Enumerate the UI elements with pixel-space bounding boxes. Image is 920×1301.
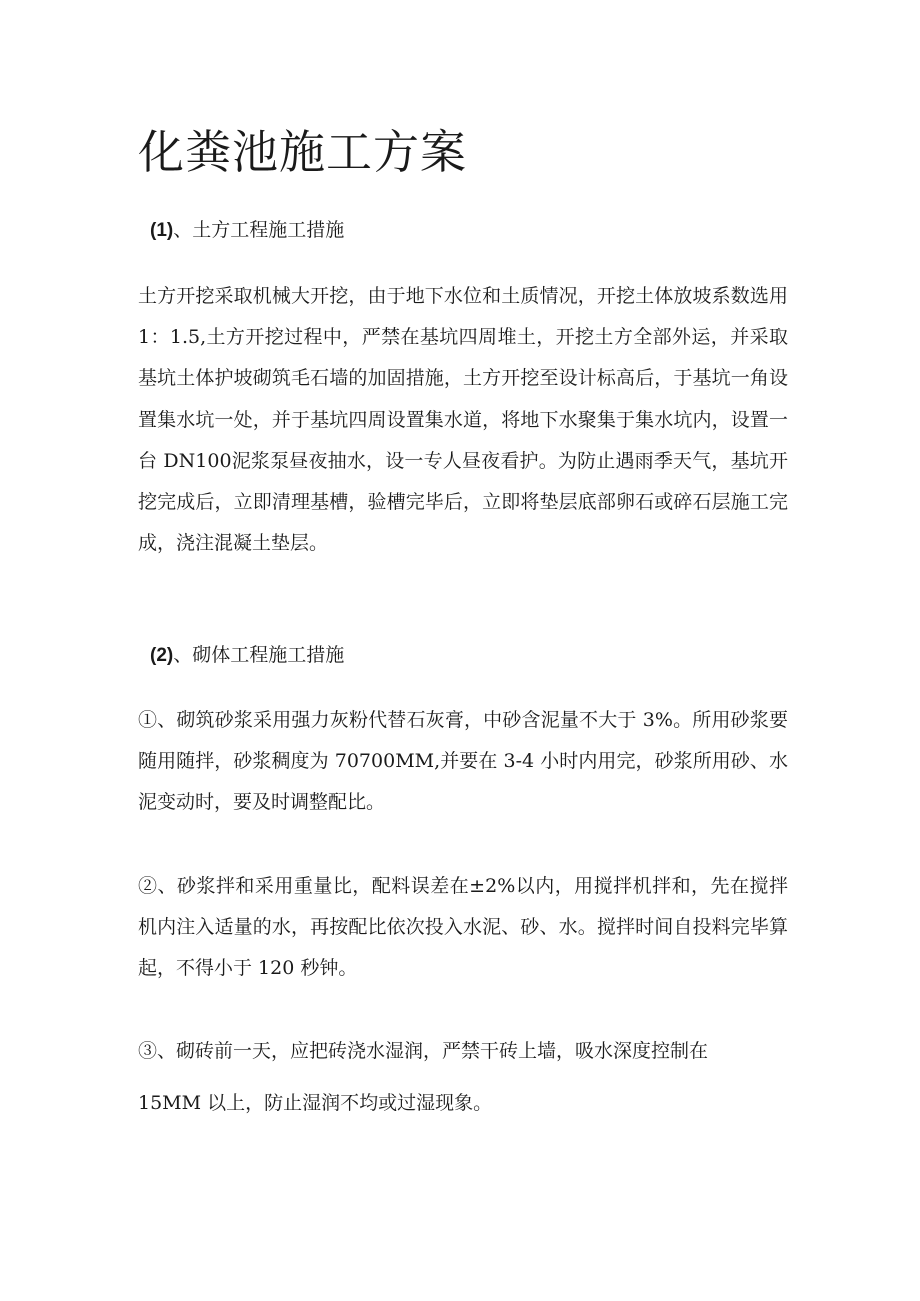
- section-2-item-1: ①、砌筑砂浆采用强力灰粉代替石灰膏，中砂含泥量不大于 3%。所用砂浆要随用随拌，砂浆稠度为 70700MM,并要在 3-4 小时内用完，砂浆所用砂、水泥变动时，要及时调整配比。: [138, 709, 788, 814]
- section-1-number: (1): [150, 220, 174, 241]
- section-1-paragraph: 土方开挖采取机械大开挖，由于地下水位和土质情况，开挖土体放坡系数选用 1：1.5,土方开挖过程中，严禁在基坑四周堆土，开挖土方全部外运，并采取基坑土体护坡砌筑毛石墙的加固措施，土方开挖至设计标高后，于基坑一角设置集水坑一处，并于基坑四周设置集水道，将地下水聚集于集水坑内，设置一台 DN100泥浆泵昼夜抽水，设一专人昼夜看护。为防止遇雨季天气，基坑开挖完成后，立即清理基槽，验槽完毕后，立即将垫层底部卵石或碎石层施工完成，浇注混凝土垫层。: [138, 285, 788, 555]
- section-2-number: (2): [150, 645, 174, 666]
- section-2-item-3-line-1: ③、砌砖前一天，应把砖浇水湿润，严禁干砖上墙，吸水深度控制在: [138, 1040, 709, 1062]
- document-title: 化粪池施工方案: [138, 125, 467, 179]
- section-1-heading-text: 、土方工程施工措施: [173, 219, 345, 241]
- section-2-heading: [150, 640, 344, 671]
- section-2-item-3-line-2: 15MM 以上，防止湿润不均或过湿现象。: [138, 1092, 493, 1114]
- section-2-item-2: ②、砂浆拌和采用重量比，配料误差在±2%以内，用搅拌机拌和，先在搅拌机内注入适量的水，再按配比依次投入水泥、砂、水。搅拌时间自投料完毕算起，不得小于 120 秒钟。: [138, 875, 788, 980]
- section-1-heading: [150, 215, 344, 246]
- section-2-heading-text: 、砌体工程施工措施: [173, 644, 345, 666]
